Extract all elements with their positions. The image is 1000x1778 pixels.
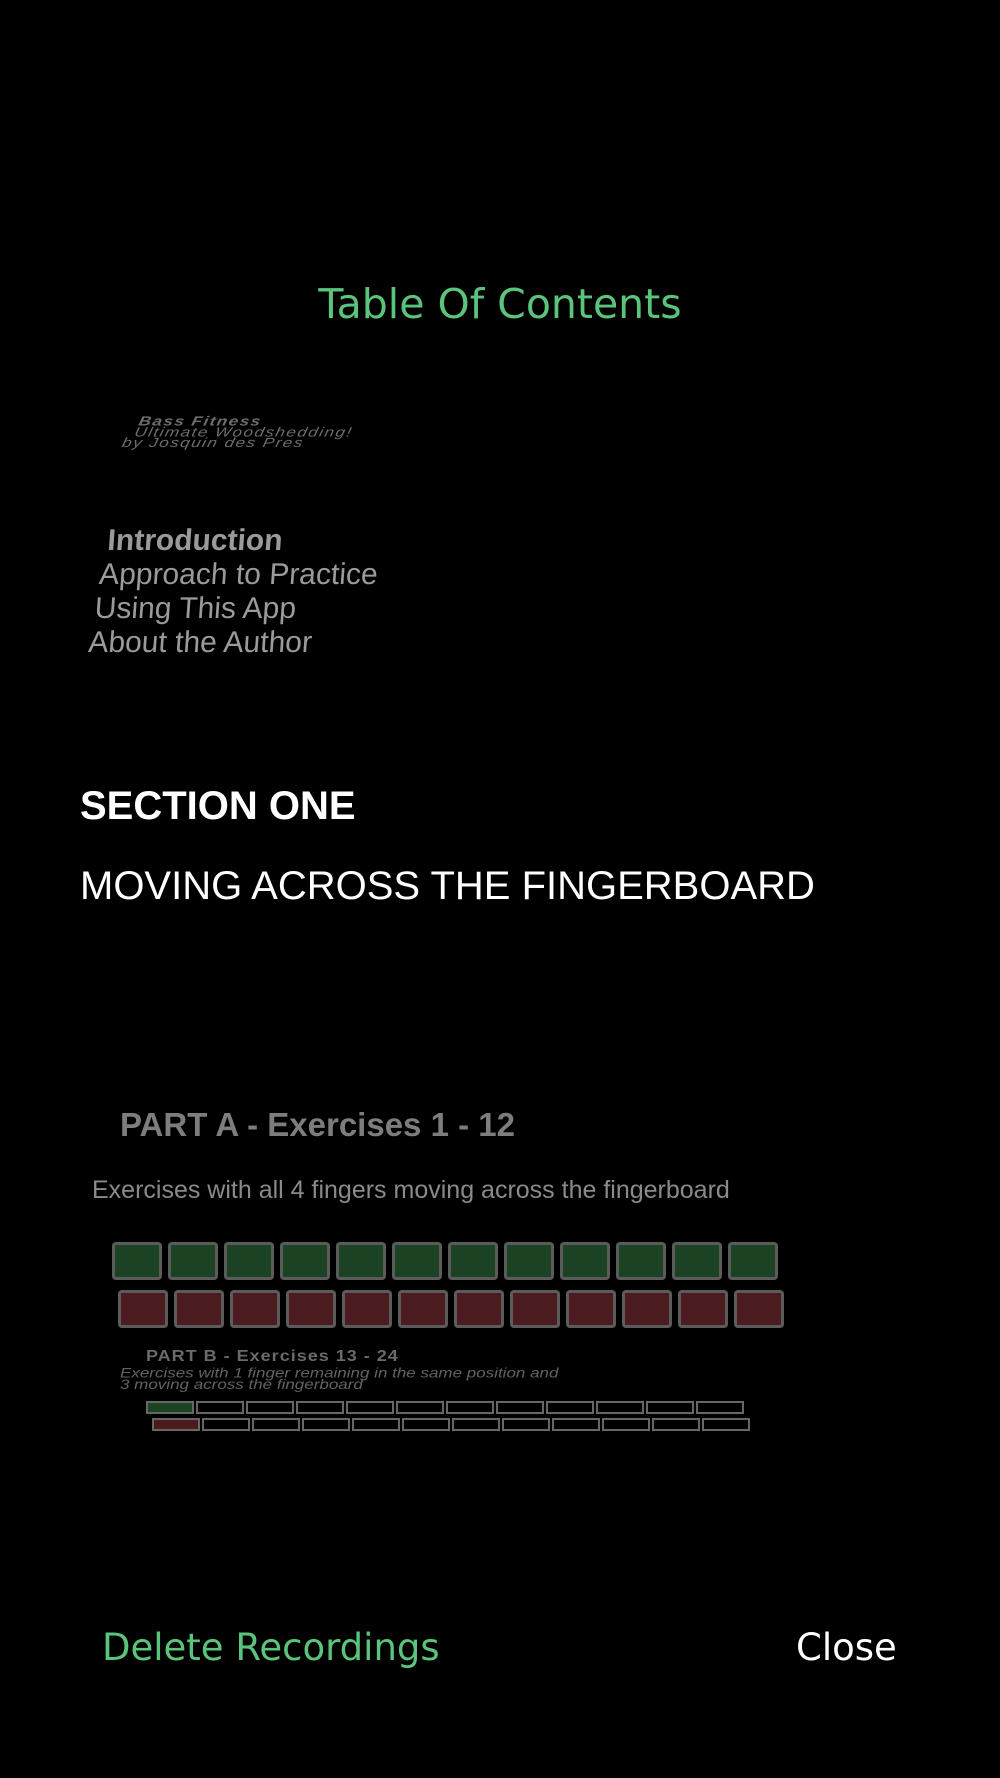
part-a-title: PART A - Exercises 1 - 12 bbox=[120, 1106, 515, 1143]
exercise-1-green-cell[interactable] bbox=[112, 1242, 162, 1280]
exercise-5-green-cell[interactable] bbox=[336, 1242, 386, 1280]
delete-recordings-button[interactable]: Delete Recordings bbox=[102, 1626, 440, 1669]
toc-item-using-app[interactable]: Using This App bbox=[93, 592, 298, 625]
part-b-description-line2: 3 moving across the fingerboard bbox=[120, 1376, 363, 1392]
introduction-heading[interactable]: Introduction bbox=[106, 524, 284, 557]
part-a-description: Exercises with all 4 fingers moving across the fingerboard bbox=[92, 1176, 730, 1204]
exercise-3-green-cell[interactable] bbox=[224, 1242, 274, 1280]
exercise-17-red-cell[interactable] bbox=[352, 1418, 400, 1431]
book-info bbox=[120, 413, 356, 451]
exercise-15-green-cell[interactable] bbox=[246, 1401, 294, 1414]
exercise-13-green-cell[interactable] bbox=[146, 1401, 194, 1414]
exercise-1-red-cell[interactable] bbox=[118, 1290, 168, 1328]
book-title: Bass Fitness bbox=[137, 413, 264, 429]
section-one-subtitle: MOVING ACROSS THE FINGERBOARD bbox=[80, 864, 815, 908]
exercise-23-red-cell[interactable] bbox=[652, 1418, 700, 1431]
part-b-description-line1: Exercises with 1 finger remaining in the same position and bbox=[120, 1365, 559, 1381]
exercise-4-green-cell[interactable] bbox=[280, 1242, 330, 1280]
page-title: Table Of Contents bbox=[318, 280, 682, 328]
book-author: by Josquin des Pres bbox=[120, 435, 306, 451]
exercise-3-red-cell[interactable] bbox=[230, 1290, 280, 1328]
part-b-green-row bbox=[146, 1401, 744, 1414]
exercise-14-green-cell[interactable] bbox=[196, 1401, 244, 1414]
exercise-10-red-cell[interactable] bbox=[622, 1290, 672, 1328]
introduction-section bbox=[87, 524, 381, 660]
exercise-8-green-cell[interactable] bbox=[504, 1242, 554, 1280]
exercise-13-red-cell[interactable] bbox=[152, 1418, 200, 1431]
exercise-16-red-cell[interactable] bbox=[302, 1418, 350, 1431]
toc-item-about-author[interactable]: About the Author bbox=[87, 626, 314, 659]
exercise-12-red-cell[interactable] bbox=[734, 1290, 784, 1328]
part-b-description bbox=[120, 1365, 559, 1392]
toc-item-approach[interactable]: Approach to Practice bbox=[98, 558, 379, 591]
exercise-20-red-cell[interactable] bbox=[502, 1418, 550, 1431]
exercise-18-red-cell[interactable] bbox=[402, 1418, 450, 1431]
exercise-19-green-cell[interactable] bbox=[446, 1401, 494, 1414]
exercise-7-green-cell[interactable] bbox=[448, 1242, 498, 1280]
part-b-red-row bbox=[152, 1418, 750, 1431]
part-a-green-row bbox=[112, 1242, 778, 1280]
exercise-14-red-cell[interactable] bbox=[202, 1418, 250, 1431]
exercise-7-red-cell[interactable] bbox=[454, 1290, 504, 1328]
exercise-18-green-cell[interactable] bbox=[396, 1401, 444, 1414]
exercise-4-red-cell[interactable] bbox=[286, 1290, 336, 1328]
exercise-5-red-cell[interactable] bbox=[342, 1290, 392, 1328]
exercise-22-red-cell[interactable] bbox=[602, 1418, 650, 1431]
exercise-19-red-cell[interactable] bbox=[452, 1418, 500, 1431]
exercise-21-green-cell[interactable] bbox=[546, 1401, 594, 1414]
exercise-20-green-cell[interactable] bbox=[496, 1401, 544, 1414]
exercise-9-green-cell[interactable] bbox=[560, 1242, 610, 1280]
section-one-heading: SECTION ONE bbox=[80, 784, 356, 828]
exercise-24-green-cell[interactable] bbox=[696, 1401, 744, 1414]
book-subtitle: Ultimate Woodshedding! bbox=[133, 424, 355, 440]
exercise-2-green-cell[interactable] bbox=[168, 1242, 218, 1280]
exercise-23-green-cell[interactable] bbox=[646, 1401, 694, 1414]
exercise-2-red-cell[interactable] bbox=[174, 1290, 224, 1328]
exercise-16-green-cell[interactable] bbox=[296, 1401, 344, 1414]
exercise-6-red-cell[interactable] bbox=[398, 1290, 448, 1328]
exercise-22-green-cell[interactable] bbox=[596, 1401, 644, 1414]
exercise-9-red-cell[interactable] bbox=[566, 1290, 616, 1328]
part-b-title: PART B - Exercises 13 - 24 bbox=[146, 1347, 399, 1365]
exercise-11-green-cell[interactable] bbox=[672, 1242, 722, 1280]
exercise-17-green-cell[interactable] bbox=[346, 1401, 394, 1414]
exercise-11-red-cell[interactable] bbox=[678, 1290, 728, 1328]
exercise-24-red-cell[interactable] bbox=[702, 1418, 750, 1431]
part-a-red-row bbox=[118, 1290, 784, 1328]
exercise-10-green-cell[interactable] bbox=[616, 1242, 666, 1280]
exercise-8-red-cell[interactable] bbox=[510, 1290, 560, 1328]
close-button[interactable]: Close bbox=[796, 1626, 897, 1669]
exercise-15-red-cell[interactable] bbox=[252, 1418, 300, 1431]
exercise-12-green-cell[interactable] bbox=[728, 1242, 778, 1280]
exercise-6-green-cell[interactable] bbox=[392, 1242, 442, 1280]
exercise-21-red-cell[interactable] bbox=[552, 1418, 600, 1431]
